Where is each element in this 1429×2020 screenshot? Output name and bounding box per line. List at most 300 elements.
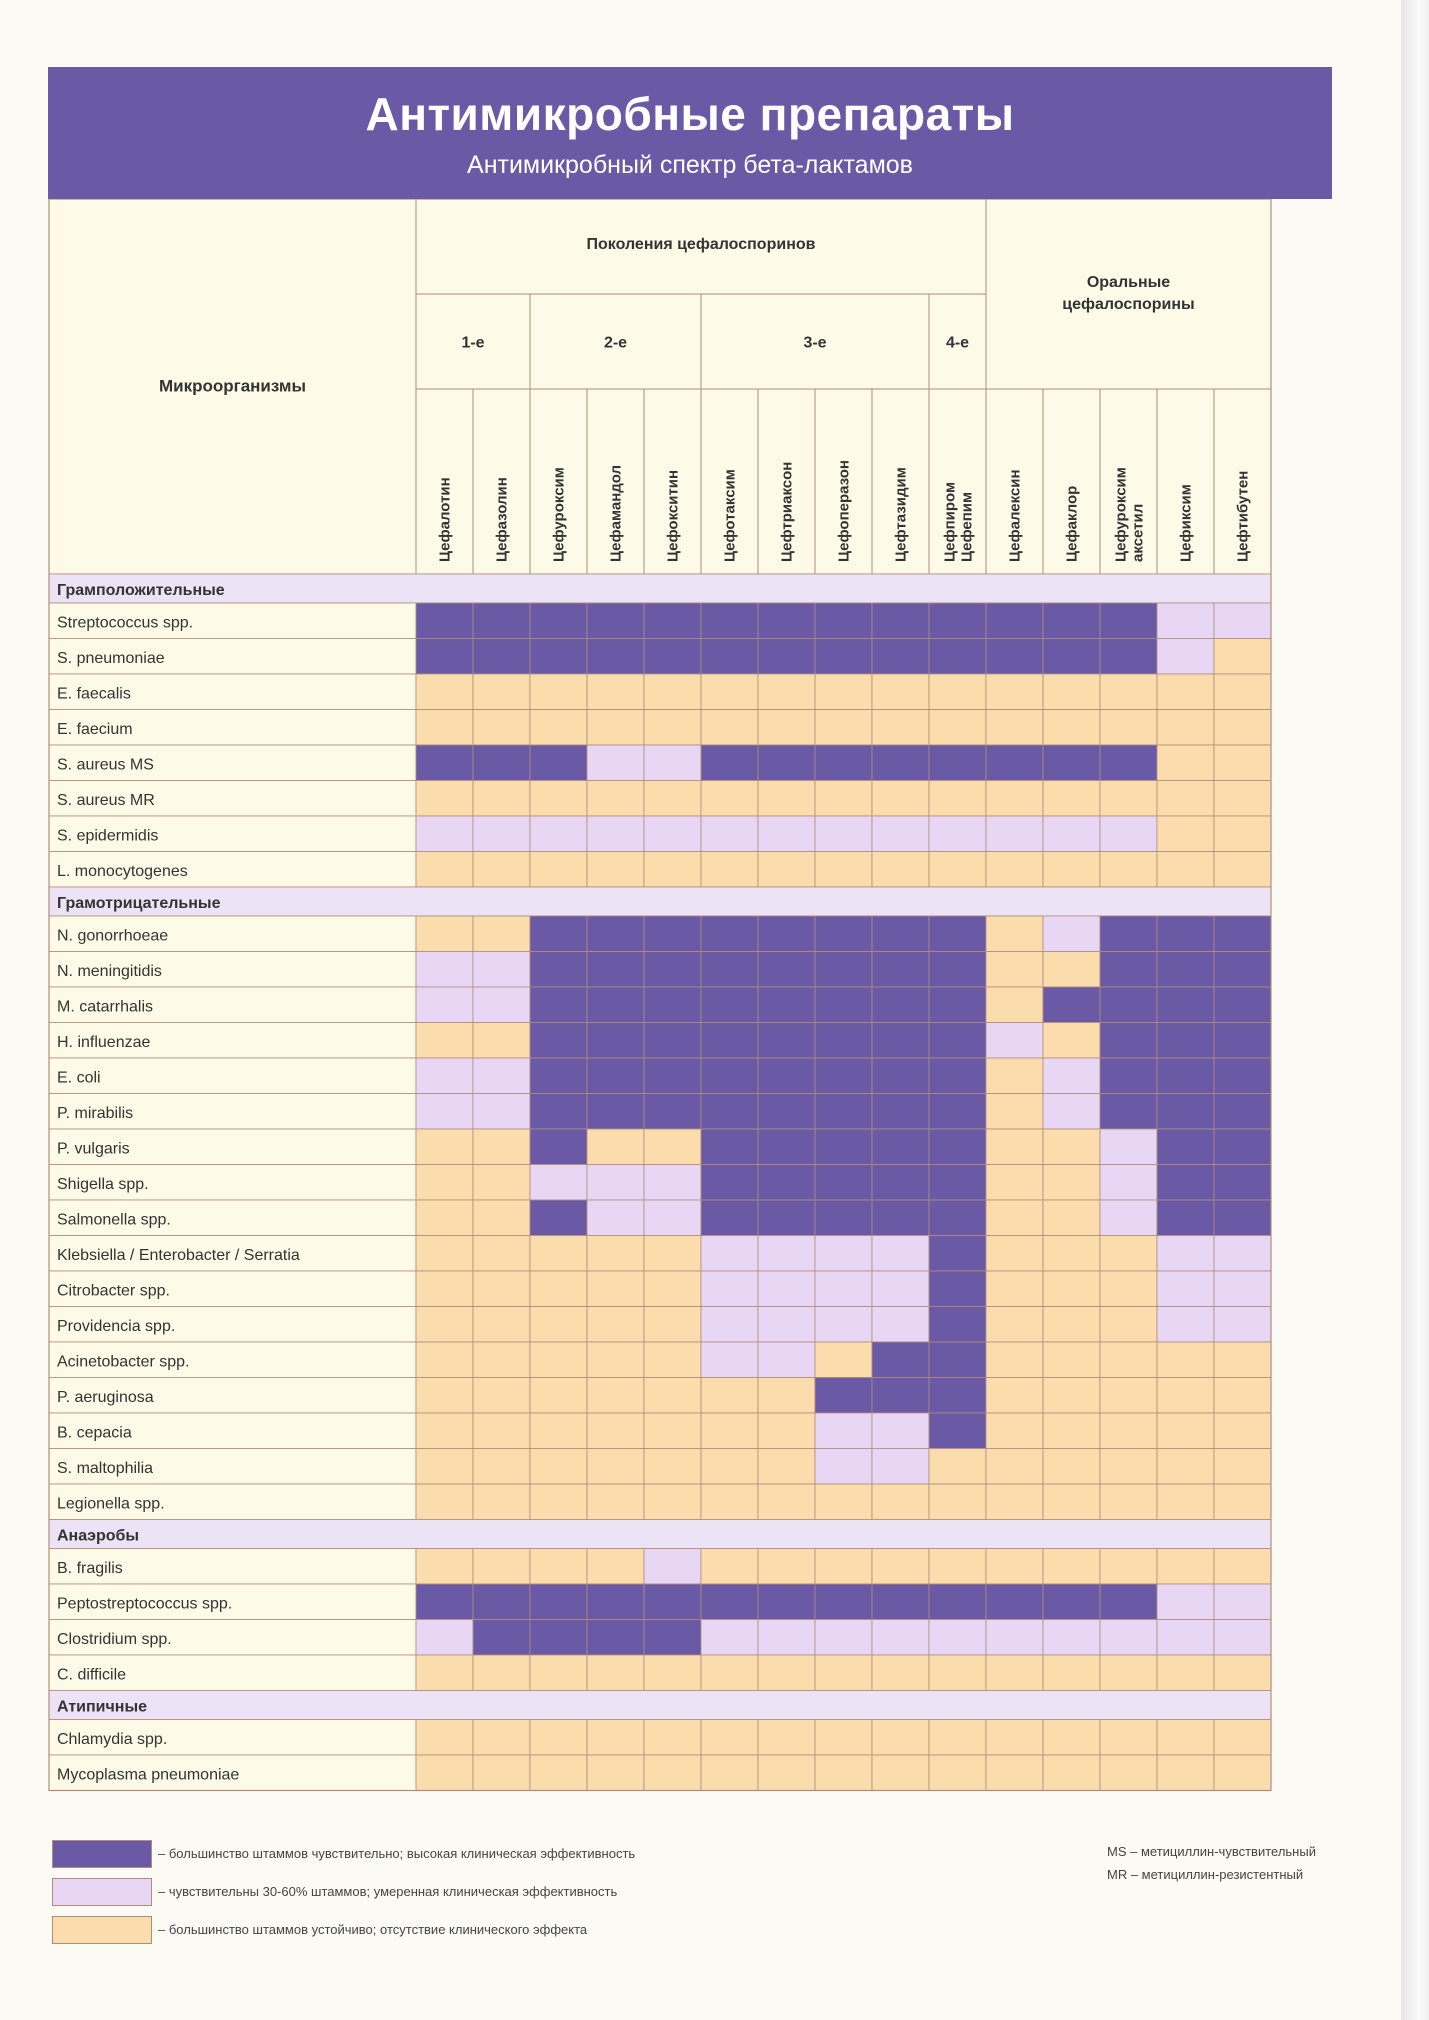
activity-cell: [473, 1620, 530, 1656]
activity-cell: [929, 1236, 986, 1272]
activity-cell: [587, 916, 644, 952]
organism-label: N. gonorrhoeae: [57, 927, 169, 945]
activity-cell: [416, 987, 473, 1023]
activity-cell: [1100, 1484, 1157, 1520]
activity-cell: [473, 1094, 530, 1130]
activity-cell: [587, 1342, 644, 1378]
activity-cell: [929, 639, 986, 675]
activity-cell: [815, 745, 872, 781]
activity-cell: [872, 1655, 929, 1691]
activity-cell: [872, 781, 929, 817]
organism-label: Chlamydia spp.: [57, 1731, 168, 1748]
activity-cell: [701, 916, 758, 952]
activity-cell: [587, 1620, 644, 1656]
activity-cell: [1214, 1413, 1271, 1449]
activity-cell: [416, 1094, 473, 1130]
activity-cell: [473, 1549, 530, 1585]
activity-cell: [1100, 952, 1157, 988]
activity-cell: [1100, 1549, 1157, 1585]
activity-cell: [473, 639, 530, 675]
activity-cell: [1043, 1655, 1100, 1691]
activity-cell: [530, 1720, 587, 1756]
activity-cell: [1157, 639, 1214, 675]
activity-cell: [815, 1378, 872, 1414]
activity-cell: [1043, 816, 1100, 852]
activity-cell: [416, 1342, 473, 1378]
drug-label: Цефтазидим: [892, 467, 910, 562]
activity-cell: [1100, 1620, 1157, 1656]
activity-cell: [758, 1378, 815, 1414]
drug-label: Цефотаксим: [721, 469, 739, 562]
activity-cell: [473, 1413, 530, 1449]
section-label: Грамположительные: [57, 582, 225, 599]
organism-label: B. fragilis: [57, 1560, 123, 1577]
activity-cell: [1214, 781, 1271, 817]
activity-cell: [587, 952, 644, 988]
activity-cell: [929, 1094, 986, 1130]
activity-cell: [872, 1549, 929, 1585]
activity-cell: [929, 1484, 986, 1520]
activity-cell: [416, 1378, 473, 1414]
activity-cell: [1100, 1378, 1157, 1414]
generation-label: 3-е: [803, 334, 827, 352]
activity-cell: [1100, 1094, 1157, 1130]
activity-cell: [1214, 1094, 1271, 1130]
activity-cell: [1100, 1755, 1157, 1791]
activity-cell: [986, 1620, 1043, 1656]
activity-cell: [1157, 1584, 1214, 1620]
organism-label: C. difficile: [57, 1666, 127, 1684]
activity-cell: [473, 1449, 530, 1485]
activity-cell: [530, 1549, 587, 1585]
activity-cell: [1100, 816, 1157, 852]
spectrum-table-svg: [48, 199, 1272, 1793]
activity-cell: [530, 1058, 587, 1094]
activity-cell: [929, 1023, 986, 1059]
activity-cell: [758, 1620, 815, 1656]
activity-cell: [473, 1271, 530, 1307]
activity-cell: [701, 1413, 758, 1449]
activity-cell: [758, 1342, 815, 1378]
activity-cell: [758, 603, 815, 639]
activity-cell: [758, 916, 815, 952]
activity-cell: [815, 1271, 872, 1307]
activity-cell: [815, 674, 872, 710]
activity-cell: [1157, 710, 1214, 746]
activity-cell: [701, 1058, 758, 1094]
activity-cell: [986, 1094, 1043, 1130]
group-header-generations: Поколения цефалоспоринов: [586, 236, 816, 253]
activity-cell: [758, 816, 815, 852]
activity-cell: [929, 816, 986, 852]
activity-cell: [758, 1584, 815, 1620]
activity-cell: [815, 1023, 872, 1059]
activity-cell: [1214, 1449, 1271, 1485]
activity-cell: [1043, 1200, 1100, 1236]
activity-cell: [1043, 852, 1100, 888]
activity-cell: [1214, 816, 1271, 852]
activity-cell: [758, 1484, 815, 1520]
activity-cell: [815, 639, 872, 675]
activity-cell: [644, 1413, 701, 1449]
activity-cell: [758, 674, 815, 710]
section-header-row: [49, 887, 1271, 916]
activity-cell: [644, 952, 701, 988]
activity-cell: [530, 1236, 587, 1272]
activity-cell: [1214, 1236, 1271, 1272]
activity-cell: [1214, 1058, 1271, 1094]
activity-cell: [1214, 1620, 1271, 1656]
activity-cell: [701, 1165, 758, 1201]
activity-cell: [1214, 1484, 1271, 1520]
activity-cell: [929, 1720, 986, 1756]
activity-cell: [587, 1307, 644, 1343]
section-header-row: [49, 1691, 1271, 1720]
activity-cell: [587, 1584, 644, 1620]
activity-cell: [530, 1449, 587, 1485]
activity-cell: [644, 1342, 701, 1378]
activity-cell: [1100, 1413, 1157, 1449]
activity-cell: [644, 852, 701, 888]
activity-cell: [1214, 1271, 1271, 1307]
activity-cell: [587, 1549, 644, 1585]
activity-cell: [1043, 639, 1100, 675]
activity-cell: [1043, 1307, 1100, 1343]
activity-cell: [986, 1720, 1043, 1756]
drug-label: Цефуроксим: [550, 467, 568, 562]
activity-cell: [587, 1271, 644, 1307]
activity-cell: [644, 639, 701, 675]
activity-cell: [1043, 1755, 1100, 1791]
drug-label: Цефалексин: [1006, 469, 1024, 562]
activity-cell: [473, 1023, 530, 1059]
legend-text-none: – большинство штаммов устойчиво; отсутствие клинического эффекта: [158, 1922, 588, 1937]
activity-cell: [1100, 1236, 1157, 1272]
legend-swatch-none: [52, 1916, 152, 1944]
activity-cell: [473, 1755, 530, 1791]
activity-cell: [1214, 1720, 1271, 1756]
section-header-row: [49, 574, 1271, 603]
activity-cell: [1157, 1484, 1214, 1520]
organism-label: E. faecium: [57, 721, 133, 738]
organism-label: Acinetobacter spp.: [57, 1353, 190, 1371]
activity-cell: [929, 1307, 986, 1343]
organism-label: Klebsiella / Enterobacter / Serratia: [57, 1247, 300, 1264]
activity-cell: [929, 1449, 986, 1485]
activity-cell: [929, 1342, 986, 1378]
section-label: Грамотрицательные: [57, 895, 221, 912]
activity-cell: [1100, 916, 1157, 952]
activity-cell: [1043, 1129, 1100, 1165]
activity-cell: [929, 1549, 986, 1585]
activity-cell: [587, 1720, 644, 1756]
activity-cell: [1043, 1584, 1100, 1620]
activity-cell: [986, 952, 1043, 988]
activity-cell: [473, 1058, 530, 1094]
activity-cell: [701, 710, 758, 746]
activity-cell: [1043, 1378, 1100, 1414]
title-banner: [48, 67, 1332, 199]
activity-cell: [587, 1023, 644, 1059]
organism-label: Peptostreptococcus spp.: [57, 1595, 233, 1613]
activity-cell: [929, 1413, 986, 1449]
activity-cell: [644, 1129, 701, 1165]
activity-cell: [1100, 1023, 1157, 1059]
activity-cell: [1214, 1200, 1271, 1236]
activity-cell: [644, 1200, 701, 1236]
activity-cell: [644, 1236, 701, 1272]
generation-label: 2-е: [603, 334, 628, 352]
activity-cell: [986, 1307, 1043, 1343]
legend-swatch-moderate: [52, 1878, 152, 1906]
activity-cell: [530, 781, 587, 817]
activity-cell: [1157, 1094, 1214, 1130]
activity-cell: [1043, 987, 1100, 1023]
activity-cell: [815, 987, 872, 1023]
activity-cell: [701, 639, 758, 675]
activity-cell: [416, 1449, 473, 1485]
activity-cell: [530, 710, 587, 746]
activity-cell: [530, 987, 587, 1023]
activity-cell: [758, 1720, 815, 1756]
activity-cell: [986, 1413, 1043, 1449]
organism-label: S. aureus MS: [57, 756, 154, 774]
activity-cell: [986, 674, 1043, 710]
activity-cell: [872, 1484, 929, 1520]
activity-cell: [1157, 1023, 1214, 1059]
organism-label: P. vulgaris: [57, 1140, 130, 1158]
activity-cell: [644, 1549, 701, 1585]
activity-cell: [1157, 852, 1214, 888]
activity-cell: [701, 852, 758, 888]
activity-cell: [701, 1342, 758, 1378]
activity-cell: [986, 1342, 1043, 1378]
activity-cell: [872, 1378, 929, 1414]
generation-label: 4-е: [945, 334, 970, 352]
legend-text-high: – большинство штаммов чувствительно; высокая клиническая эффективность: [158, 1846, 636, 1861]
activity-cell: [815, 1449, 872, 1485]
activity-cell: [986, 816, 1043, 852]
activity-cell: [1100, 1342, 1157, 1378]
activity-cell: [701, 674, 758, 710]
activity-cell: [530, 1165, 587, 1201]
activity-cell: [1214, 1655, 1271, 1691]
activity-cell: [701, 1129, 758, 1165]
activity-cell: [929, 745, 986, 781]
activity-cell: [1100, 710, 1157, 746]
activity-cell: [701, 987, 758, 1023]
activity-cell: [758, 710, 815, 746]
activity-cell: [815, 1129, 872, 1165]
organism-label: S. aureus MR: [57, 792, 155, 809]
activity-cell: [815, 1655, 872, 1691]
activity-cell: [986, 1655, 1043, 1691]
activity-cell: [530, 1655, 587, 1691]
organism-label: Legionella spp.: [57, 1495, 165, 1513]
activity-cell: [1043, 1236, 1100, 1272]
organism-label: S. maltophilia: [57, 1460, 154, 1477]
activity-cell: [815, 1620, 872, 1656]
activity-cell: [644, 1584, 701, 1620]
activity-cell: [929, 1271, 986, 1307]
activity-cell: [1214, 1378, 1271, 1414]
organism-label: S. pneumoniae: [57, 650, 165, 667]
organism-label: H. influenzae: [57, 1034, 151, 1051]
activity-cell: [1214, 1342, 1271, 1378]
drug-label: Цефоперазон: [835, 460, 853, 562]
drug-label: ЦефпиромЦефепим: [941, 481, 976, 562]
activity-cell: [815, 603, 872, 639]
activity-cell: [701, 952, 758, 988]
activity-cell: [530, 1129, 587, 1165]
activity-cell: [587, 1058, 644, 1094]
activity-cell: [1157, 1236, 1214, 1272]
activity-cell: [416, 674, 473, 710]
activity-cell: [986, 1449, 1043, 1485]
activity-cell: [530, 1307, 587, 1343]
activity-cell: [473, 1236, 530, 1272]
activity-cell: [473, 1584, 530, 1620]
activity-cell: [1157, 1307, 1214, 1343]
organism-label: Clostridium spp.: [57, 1631, 172, 1648]
activity-cell: [872, 1236, 929, 1272]
activity-cell: [929, 781, 986, 817]
abbreviation-ms: MS – метициллин-чувствительный: [1107, 1844, 1316, 1859]
activity-cell: [587, 1655, 644, 1691]
activity-cell: [1157, 1720, 1214, 1756]
organism-label: P. mirabilis: [57, 1105, 134, 1122]
activity-cell: [587, 1129, 644, 1165]
activity-cell: [701, 1584, 758, 1620]
activity-cell: [1157, 952, 1214, 988]
activity-cell: [701, 1200, 758, 1236]
activity-cell: [872, 952, 929, 988]
activity-cell: [1043, 1023, 1100, 1059]
activity-cell: [872, 1200, 929, 1236]
activity-cell: [1043, 1058, 1100, 1094]
drug-label: Цефтибутен: [1234, 470, 1252, 562]
page-edge: [1401, 0, 1429, 2020]
activity-cell: [1043, 745, 1100, 781]
activity-cell: [1157, 1058, 1214, 1094]
activity-cell: [1043, 1720, 1100, 1756]
activity-cell: [758, 1655, 815, 1691]
activity-cell: [1043, 603, 1100, 639]
activity-cell: [758, 1129, 815, 1165]
activity-cell: [929, 674, 986, 710]
activity-cell: [416, 1549, 473, 1585]
activity-cell: [872, 852, 929, 888]
activity-cell: [416, 1271, 473, 1307]
activity-cell: [644, 1307, 701, 1343]
activity-cell: [758, 1058, 815, 1094]
activity-cell: [644, 781, 701, 817]
activity-cell: [587, 1094, 644, 1130]
activity-cell: [758, 1755, 815, 1791]
activity-cell: [1157, 1129, 1214, 1165]
activity-cell: [986, 781, 1043, 817]
activity-cell: [644, 710, 701, 746]
activity-cell: [1214, 745, 1271, 781]
activity-cell: [872, 1023, 929, 1059]
activity-cell: [473, 1342, 530, 1378]
activity-cell: [872, 1058, 929, 1094]
activity-cell: [416, 1165, 473, 1201]
activity-cell: [473, 916, 530, 952]
drug-label: Цефамандол: [607, 464, 625, 562]
activity-cell: [473, 1378, 530, 1414]
activity-cell: [416, 710, 473, 746]
activity-cell: [1043, 674, 1100, 710]
activity-cell: [1043, 1271, 1100, 1307]
page-subtitle: Антимикробный спектр бета-лактамов: [467, 151, 913, 179]
activity-cell: [986, 710, 1043, 746]
section-label: Атипичные: [57, 1698, 148, 1716]
activity-cell: [587, 639, 644, 675]
activity-cell: [1157, 1378, 1214, 1414]
activity-cell: [701, 1236, 758, 1272]
activity-cell: [416, 1620, 473, 1656]
activity-cell: [1157, 916, 1214, 952]
activity-cell: [815, 1549, 872, 1585]
activity-cell: [872, 745, 929, 781]
activity-cell: [701, 1271, 758, 1307]
activity-cell: [530, 1484, 587, 1520]
section-label: Анаэробы: [57, 1527, 140, 1545]
activity-cell: [473, 745, 530, 781]
activity-cell: [815, 1236, 872, 1272]
activity-cell: [872, 1094, 929, 1130]
activity-cell: [1100, 1058, 1157, 1094]
activity-cell: [1043, 1449, 1100, 1485]
activity-cell: [473, 952, 530, 988]
activity-cell: [1157, 603, 1214, 639]
organism-label: L. monocytogenes: [57, 863, 188, 880]
activity-cell: [1100, 1655, 1157, 1691]
activity-cell: [473, 781, 530, 817]
activity-cell: [530, 745, 587, 781]
activity-cell: [473, 674, 530, 710]
abbreviation-mr: MR – метициллин-резистентный: [1107, 1867, 1304, 1882]
activity-cell: [872, 603, 929, 639]
activity-cell: [1043, 781, 1100, 817]
activity-cell: [815, 852, 872, 888]
activity-cell: [587, 781, 644, 817]
activity-cell: [929, 1655, 986, 1691]
activity-cell: [929, 1584, 986, 1620]
activity-cell: [1214, 1307, 1271, 1343]
activity-cell: [701, 1094, 758, 1130]
activity-cell: [986, 639, 1043, 675]
activity-cell: [644, 1655, 701, 1691]
activity-cell: [473, 1129, 530, 1165]
activity-cell: [587, 1449, 644, 1485]
activity-cell: [1157, 1271, 1214, 1307]
activity-cell: [701, 1655, 758, 1691]
activity-cell: [530, 816, 587, 852]
activity-cell: [1157, 1655, 1214, 1691]
activity-cell: [929, 1165, 986, 1201]
activity-cell: [1214, 1584, 1271, 1620]
activity-cell: [701, 1549, 758, 1585]
activity-cell: [1100, 1720, 1157, 1756]
activity-cell: [1214, 1129, 1271, 1165]
activity-cell: [1100, 987, 1157, 1023]
activity-cell: [872, 1584, 929, 1620]
activity-cell: [1157, 1413, 1214, 1449]
activity-cell: [815, 1584, 872, 1620]
activity-cell: [929, 710, 986, 746]
